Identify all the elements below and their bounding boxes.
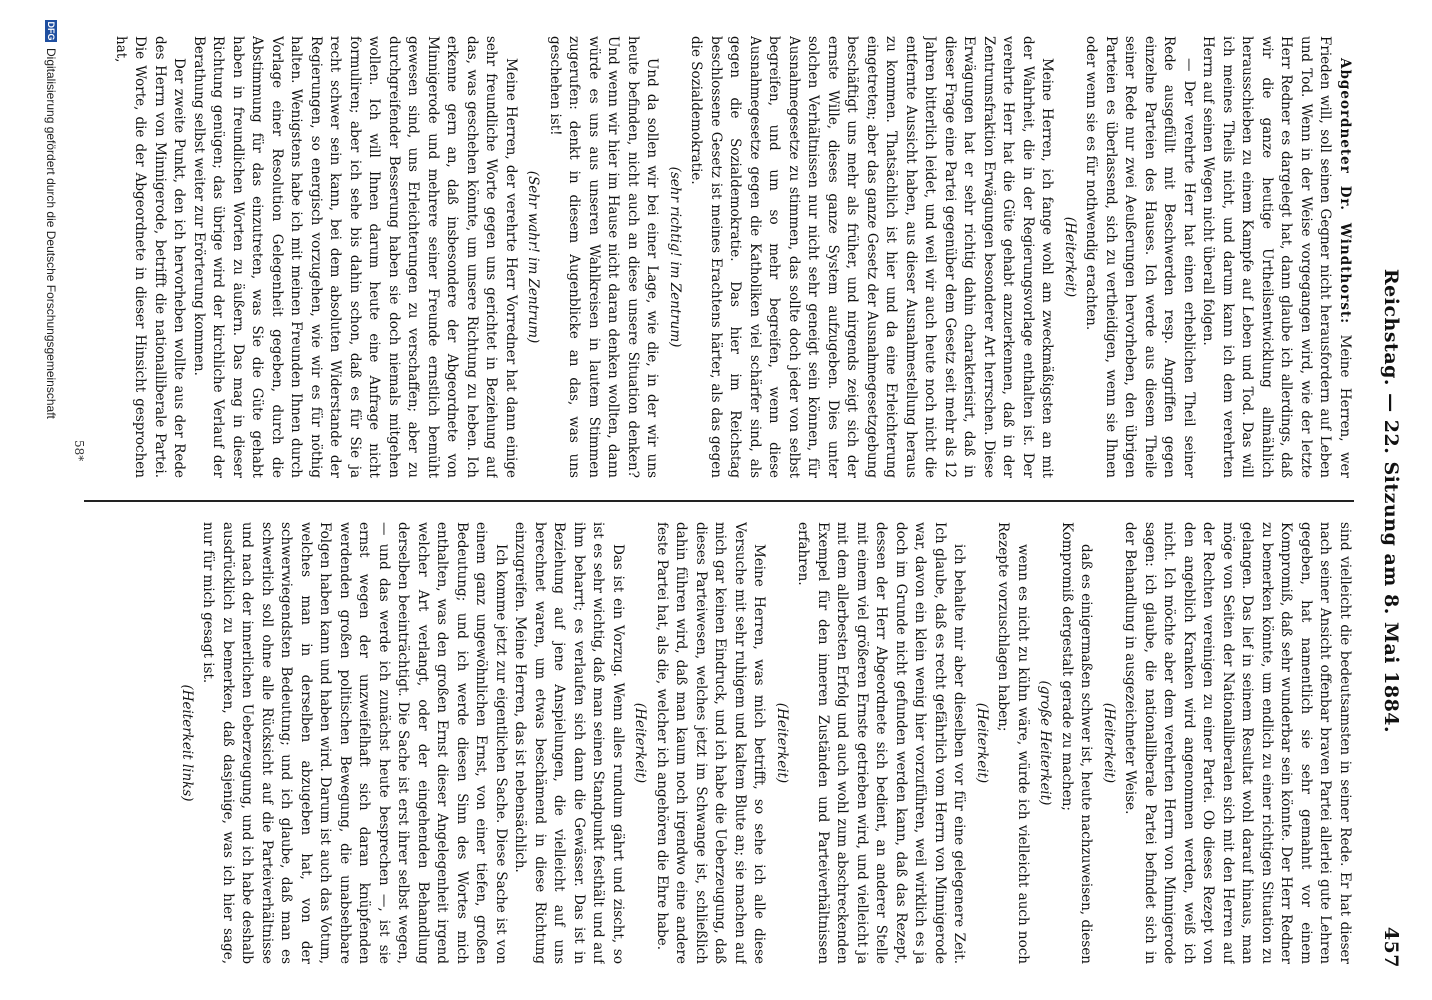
stage-direction: (sehr richtig! im Zentrum) (667, 166, 683, 348)
stage-direction: (Sehr wahr! im Zentrum) (525, 170, 542, 344)
digitization-credit (36, 0, 60, 1000)
column-divider (84, 500, 1354, 502)
paragraph (510, 522, 627, 964)
paragraph-text: ich behalte mir aber dieselben vor für eine gelegenere Zeit. Ich glaube, daß es recht gefährlich vom Herrn von Minnigerode war, davon ein klein wenig hier vorzuführen, weil wirklich es ja doch im Grunde nicht gefunden werden kann, daß das Rezept, dessen der Herr Abgeordnete sich bedient, an anderer Stelle mit einem viel größeren Ernste getrieben wird, und vielleicht ja mit dem allerbesten Erfolg und auch wohl zum abschreckenden Exempel für den inneren Zuständen und Parteiverhältnissen erfahren. (795, 522, 968, 964)
paragraph (686, 36, 1057, 478)
paragraph (1081, 36, 1198, 478)
stage-direction: (Heiterkeit) (1101, 702, 1117, 784)
paragraph (545, 36, 662, 478)
paragraph-text: Meine Herren, ich fange wohl am zweckmäßigsten an mit der Wahrheit, die in der Regierungsvorlage enthalten ist. Der verehrte Herr hat die Güte gehabt anzuerkennen, daß in der Zentrumsfraktion Erwägungen besonderer Art herrschen. Diese Erwägungen hat er sehr richtig dahin charakterisirt, daß in dieser Frage eine Partei gegenüber dem Gesetz seit mehr als 12 Jahren bitterlich leidet, und weil wir auch heute noch nicht die entfernte Aussicht haben, aus dieser Ausnahmestellung heraus zu kommen. Thatsächlich ist hier und da eine Erleichterung eingetreten; aber das ganze Gesetz der Ausnahmegesetzgebung beschäftigt uns mehr als früher, und nirgends zeigt sich der ernste Wille, dieses ganze System aufzugeben. Dies unter solchen Verhältnissen nur nicht sehr geneigt sein können, für Ausnahmegesetze zu stimmen, das sollte doch jeder von selbst begreifen, und um so mehr begreifen, wenn diese Ausnahmegesetze gegen die Katholiken viel schärfer sind, als gegen die Sozialdemokratie. Das hier im Reichstag beschlossene Gesetz ist meines Erachtens härter, als das gegen die Sozialdemokratie. (688, 36, 1056, 478)
left-text-column (84, 36, 1354, 478)
stage-direction: (große Heiterkeit) (1037, 680, 1054, 806)
speaker-name: Abgeordneter Dr. Windthorst: (1337, 58, 1353, 325)
paragraph (1198, 36, 1354, 478)
stage-direction: (Heiterkeit) (974, 702, 990, 784)
stage-direction: (Heiterkeit) (632, 702, 649, 784)
paragraph (993, 522, 1032, 964)
sheet-mark: 58* (72, 440, 86, 462)
paragraph-text: daß es einigermaßen schwer ist, heute nachzuweisen, diesen Kompromiß dergestalt gerade zu machen; (1059, 522, 1095, 964)
stage-direction: (Heiterkeit) (1062, 216, 1078, 298)
paragraph-text: Meine Herren, was mich betrifft, so sehe ich alle diese Versuche mit sehr ruhigem und kaltem Blute an; sie machen auf mich gar keinen Eindruck, und ich habe die Ueberzeugung, daß dieses Parteiwesen, welches jetzt im Schwange ist, schließlich dahin führen wird, daß man kaum noch irgendwo eine andere feste Partei hat, als die, welcher ich angehören die Ehre habe. (654, 522, 768, 964)
paragraph-text: wenn es nicht zu kühn wäre, würde ich vielleicht auch noch Rezepte vorzuschlagen haben; (995, 522, 1031, 964)
stage-direction: (Heiterkeit) (774, 702, 790, 784)
paragraph-text: Und da sollen wir bei einer Lage, wie die, in der wir uns heute befinden, nicht auch an diese unsere Situation denken? Und wenn wir hier im Hause nicht daran denken wollten, dann würde es uns aus unseren Wahlkreisen in lautem Stimmen zugerufen: denkt in diesem Augenblicke an das, was uns geschehen ist! (547, 36, 661, 478)
paragraph-text: Der zweite Punkt, den ich hervorheben wollte aus der Rede des Herrn von Minnigerode, betrifft die nationalliberale Partei. Die Worte, die der Abgeordnete in dieser Hinsicht gesprochen hat, (113, 36, 188, 478)
paragraph (652, 522, 769, 964)
paragraph (198, 522, 510, 964)
paragraph (189, 36, 521, 478)
credit-text: Digitalisierung gefördert durch die Deutsche Forschungsgemeinschaft (44, 48, 58, 419)
page-header (1374, 32, 1402, 970)
paragraph-text: Meine Herren, wer Frieden will, soll seinen Gegner nicht herausfordern auf Leben und Tod. Wenn in der Weise vorgegangen wird, wie der letzte Herr Redner es dargelegt hat, dann glaube ich allerdings, daß wir die ganze heutige Urtheilsentwicklung allmählich herausschieben zu einem Kampfe auf Leben und Tod. Das will ich meines Theils nicht, und darum kann ich dem verehrten Herrn auf seinen Wegen nicht überall folgen. (1200, 36, 1353, 478)
paragraph (1057, 522, 1096, 964)
paragraph (111, 36, 189, 478)
paragraph (1120, 522, 1354, 964)
paragraph (793, 522, 969, 964)
paragraph-text: Ich komme jetzt zur eigentlichen Sache. Diese Sache ist von einem ganz ungewöhnlichen Ernst, von einer tiefen, großen Bedeutung; und ich werde diesen Sinn des Wortes mich enthalten, was den großen Ernst dieser Angelegenheit irgend welcher Art verlangt, oder der eingehenden Behandlung derselben beeinträchtigt. Die Sache ist erst ihrer selbst wegen, — und das werde ich zunächst heute besprechen —, ist sie ernst wegen der unzweifelhaft sich daran knüpfenden werdenden großen politischen Bewegung, die unabsehbare Folgen haben kann und haben wird. Darum ist auch das Votum, welches man in derselben abzugeben hat, von der schwerwiegendsten Bedeutung; und ich glaube, daß man es schwerlich soll ohne alle Rücksicht auf die Parteiverhältnisse und nach der innerlichen Ueberzeugung, und ich habe deshalb ausdrücklich zu bemerken, daß dasjenige, was ich hier sage, nur für mich gesagt ist. (200, 522, 509, 964)
right-text-column (84, 522, 1354, 964)
paragraph-text: Das ist ein Vorzug. Wenn alles rundum gährt und zischt, so ist es sehr wichtig, daß man seinen Standpunkt festhält und auf ihm beharrt; es verlaufen sich dann die Gewässer. Das ist in Beziehung auf jene Anspielungen, die vielleicht auf uns berechnet waren, um etwas beschämend in diese Richtung einzugreifen. Meine Herren, das ist nebensächlich. (512, 522, 626, 964)
stage-direction: (Heiterkeit links) (179, 684, 195, 802)
running-title: Reichstag. — 22. Sitzung am 8. Mai 1884. (1380, 268, 1402, 734)
paragraph-text: — Der verehrte Herr hat einen erheblichen Theil seiner Rede ausgefüllt mit Beschwerden resp. Angriffen gegen einzelne Parteien des Hauses. Ich werde aus diesem Theile seiner Rede nur zwei Aeußerungen hervorheben, den übrigen Parteien es überlassend, sich zu vertheidigen, wenn sie Ihnen oder wenn sie es für nothwendig erachten. (1083, 36, 1197, 478)
paragraph-text: Meine Herren, der verehrte Herr Vorredner hat dann einige sehr freundliche Worte gegen uns gerichtet in Beziehung auf das, was geschehen könnte, um unsere Richtung zu heben. Ich erkenne gern an, daß insbesondere der Abgeordnete von Minnigerode und mehrere seiner Freunde ernstlich bemüht gewesen sind, uns Erleichterungen zu verschaffen; aber zu durchgreifender Besserung haben sie doch niemals mitgehen wollen. Ich will Ihnen darum heute eine Anfrage nicht formuliren; aber ich sehe bis dahin schon, daß es für Sie ja recht schwer sein kann, bei dem absoluten Widerstande der Regierungen, so energisch vorzugehen, wie wir es für nöthig halten. Wenigstens habe ich mit meinen Freunden Ihnen durch Vorlage einer Resolution Gelegenheit gegeben, durch die Abstimmung für das einzutreten, was Sie die Güte gehabt haben in freundlichen Worten zu äußern. Das mag in dieser Richtung genügen; das übrige wird der kirchliche Verlauf der Berathung selbst weiter zur Erörterung kommen. (191, 36, 519, 478)
page-number: 457 (1380, 926, 1402, 968)
paragraph-text: sind vielleicht die bedeutsamsten in seiner Rede. Er hat dieser nach seiner Ansicht offenbar braven Partei allerlei gute Lehren gegeben, hat namentlich sie sehr gemahnt vor einem Kompromiß, daß sehr wunderbar sein könnte. Der Herr Redner zu bemerken könnte, um endlich zu einer richtigen Situation zu gelangen. Das lief in seinem Resultat wohl darauf hinaus, man möge von Seiten der Nationalliberalen sich mit den Herren auf der Rechten vereinigen zu einer Partei. Ob dieses Rezept von den angeblich Kranken wird angenommen werden, weiß ich nicht. Ich möchte aber dem verehrten Herrn von Minnigerode sagen: ich glaube, die nationalliberale Partei befindet sich in der Behandlung in ausgezeichneter Weise. (1122, 522, 1353, 964)
dfg-logo: DFG (46, 21, 56, 41)
